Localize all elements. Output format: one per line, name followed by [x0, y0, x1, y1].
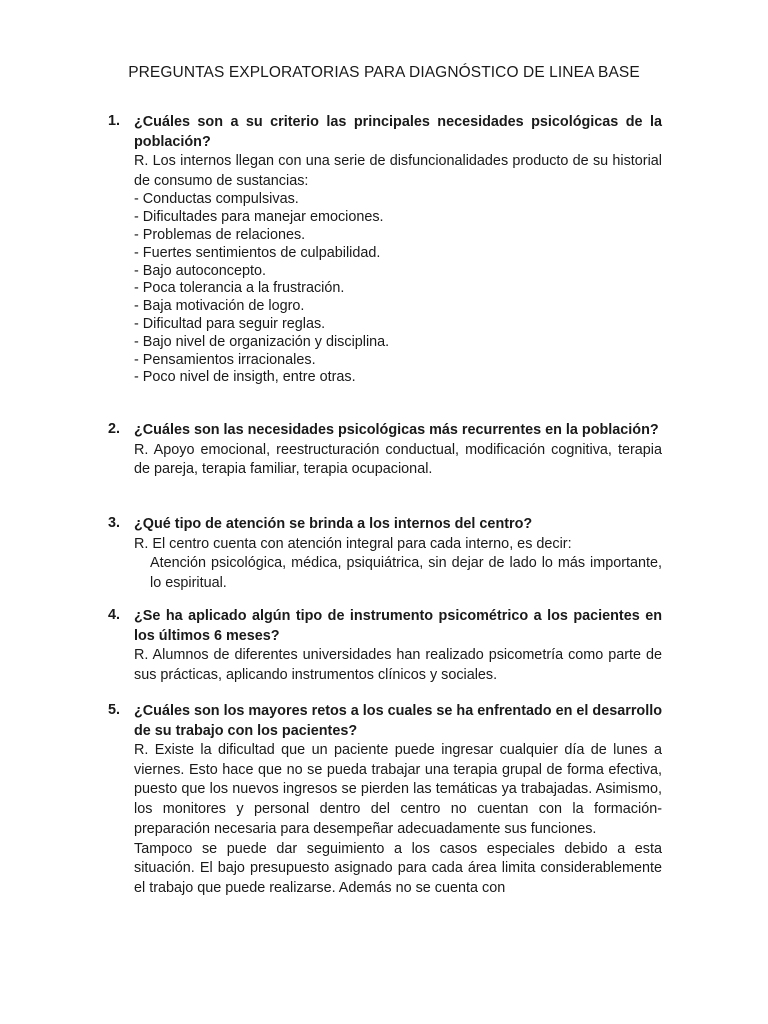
question-header [108, 607, 662, 646]
answer-text [134, 152, 662, 191]
question-5 [108, 702, 662, 899]
question-number: 2. [108, 421, 121, 437]
question-header [108, 702, 662, 741]
question-header [108, 515, 662, 535]
document-title: PREGUNTAS EXPLORATORIAS PARA DIAGNÓSTICO DE LINEA BASE [128, 64, 640, 81]
answer-paragraph: R. El centro cuenta con atención integral para cada interno, es decir: [134, 535, 572, 552]
list-item: - Conductas compulsivas. [134, 191, 299, 208]
answer-paragraph: R. Apoyo emocional, reestructuración conductual, modificación cognitiva, terapia de pareja, terapia familiar, terapia ocupacional. [134, 441, 662, 478]
list-item: - Baja motivación de logro. [134, 298, 305, 315]
needs-list [134, 191, 662, 387]
question-number: 1. [108, 113, 121, 129]
answer-paragraph: R. Alumnos de diferentes universidades han realizado psicometría como parte de sus prácticas, aplicando instrumentos clínicos y sociales. [134, 647, 662, 683]
answer-paragraph-2: Tampoco se puede dar seguimiento a los casos especiales debido a esta situación. El bajo presupuesto asignado para cada área limita considerablemente el trabajo que puede realizarse. Además no se cuenta con [134, 840, 662, 896]
list-item: - Bajo autoconcepto. [134, 262, 267, 279]
question-text: ¿Qué tipo de atención se brinda a los internos del centro? [134, 516, 533, 532]
question-number: 3. [108, 515, 121, 531]
list-item: - Fuertes sentimientos de culpabilidad. [134, 244, 381, 261]
question-number: 5. [108, 702, 121, 718]
list-item: - Dificultad para seguir reglas. [134, 315, 326, 332]
answer-text [134, 441, 662, 480]
answer-text [134, 535, 662, 594]
question-4 [108, 607, 662, 685]
question-3 [108, 515, 662, 594]
list-item: - Problemas de relaciones. [134, 227, 306, 243]
question-header [108, 113, 662, 152]
answer-paragraph: R. Existe la dificultad que un paciente puede ingresar cualquier día de lunes a viernes. Esto hace que no se pueda trabajar una terapia grupal de forma efectiva, puesto que los nuevos ingresos se pierden las temáticas ya trabajadas. Asimismo, los monitores y personal dentro del centro no cuentan con la formación-preparación necesaria para desempeñar adecuadamente sus funciones. [134, 742, 662, 837]
question-1 [108, 113, 662, 387]
question-2 [108, 421, 662, 480]
answer-subparagraph: Atención psicológica, médica, psiquiátrica, sin dejar de lado lo más importante, lo espiritual. [150, 555, 662, 591]
answer-text [134, 741, 662, 899]
question-header [108, 421, 662, 441]
list-item: - Poca tolerancia a la frustración. [134, 280, 345, 297]
answer-text [134, 646, 662, 685]
answer-paragraph: R. Los internos llegan con una serie de disfuncionalidades producto de su historial de consumo de sustancias: [134, 153, 662, 189]
list-item: - Dificultades para manejar emociones. [134, 209, 384, 226]
question-number: 4. [108, 607, 121, 623]
list-item: - Pensamientos irracionales. [134, 351, 316, 368]
question-text: ¿Cuáles son los mayores retos a los cuales se ha enfrentado en el desarrollo de su trabajo con los pacientes? [134, 703, 662, 739]
list-item: - Poco nivel de insigth, entre otras. [134, 369, 356, 386]
list-item: - Bajo nivel de organización y disciplina. [134, 333, 390, 350]
question-text: ¿Se ha aplicado algún tipo de instrumento psicométrico a los pacientes en los últimos 6 meses? [134, 608, 662, 644]
question-text: ¿Cuáles son a su criterio las principales necesidades psicológicas de la población? [134, 114, 662, 150]
question-text: ¿Cuáles son las necesidades psicológicas más recurrentes en la población? [134, 422, 659, 438]
